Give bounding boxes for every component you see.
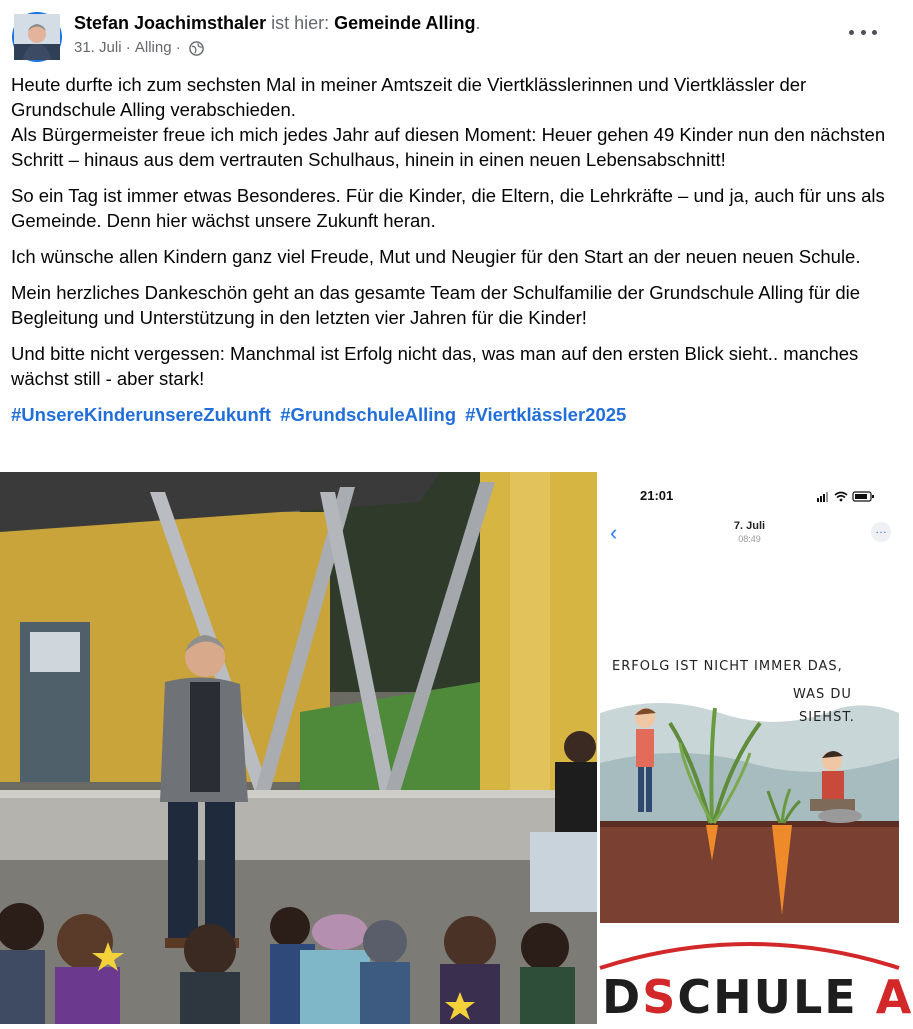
cartoon-caption-line-1: ERFOLG IST NICHT IMMER DAS, [612, 659, 843, 674]
signal-wifi-battery-icon [817, 490, 877, 502]
hashtag-list [11, 402, 891, 427]
avatar-image [14, 14, 60, 60]
meta-separator: · [125, 39, 131, 57]
post-place[interactable]: Alling [134, 39, 172, 57]
paragraph-text: Mein herzliches Dankeschön geht an das gesamte Team der Schulfamilie der Grundschule Alling für die Begleitung und Unterstützung in den letzten vier Jahren für die Kinder! [11, 282, 861, 328]
speaker-photo-illustration [0, 472, 597, 1024]
banner-red-letter: S [642, 970, 678, 1024]
cartoon-caption-line-3: SIEHST. [799, 710, 855, 725]
location-link[interactable]: Gemeinde Alling [334, 13, 476, 33]
status-time: 21:01 [640, 488, 674, 503]
author-line [74, 12, 481, 34]
chevron-left-icon[interactable]: ‹ [610, 520, 618, 545]
post-body [11, 72, 891, 438]
banner-word: CHULE [677, 970, 858, 1024]
post-paragraph [11, 341, 891, 391]
chat-time: 08:49 [738, 534, 761, 544]
cartoon-caption-line-2: WAS DU [793, 687, 852, 702]
chat-header [600, 516, 899, 556]
paragraph-text: Als Bürgermeister freue ich mich jedes Jahr auf diesen Moment: Heuer gehen 49 Kinder nun den nächsten Schritt – hinaus aus dem vertrauten Schulhaus, hinein in einen neuen Lebensabschnitt! [11, 124, 886, 170]
post-meta [74, 38, 204, 58]
banner-red-letter-end: A [875, 970, 913, 1024]
ellipsis-icon[interactable]: … [871, 522, 891, 542]
hashtag-link[interactable]: #Viertklässler2025 [465, 404, 627, 425]
banner-text [602, 970, 913, 1024]
post-date[interactable]: 31. Juli [74, 39, 122, 57]
author-avatar[interactable] [12, 12, 62, 62]
post-paragraph [11, 183, 891, 233]
location-period: . [475, 13, 481, 33]
author-name[interactable]: Stefan Joachimsthaler [74, 13, 267, 33]
banner-letter: D [602, 970, 643, 1024]
chat-date: 7. Juli [733, 520, 766, 532]
meta-separator-2: · [175, 39, 181, 57]
cartoon-image [600, 653, 899, 923]
post-paragraph [11, 72, 891, 122]
paragraph-text: Heute durfte ich zum sechsten Mal in meiner Amtszeit die Viertklässlerinnen und Viertklässler der Grundschule Alling verabschieden. [11, 74, 807, 120]
more-options-button[interactable] [849, 22, 877, 42]
paragraph-text: Ich wünsche allen Kindern ganz viel Freude, Mut und Neugier für den Start an der neuen neuen Schule. [11, 246, 861, 267]
post-photo-speaker[interactable] [0, 472, 597, 1024]
more-dot [861, 30, 866, 35]
paragraph-text: Und bitte nicht vergessen: Manchmal ist Erfolg nicht das, was man auf den ersten Blick sieht.. manches wächst still - aber stark! [11, 343, 859, 389]
post-header [0, 0, 899, 70]
more-dot [872, 30, 877, 35]
paragraph-text: So ein Tag ist immer etwas Besonderes. Für die Kinder, die Eltern, die Lehrkräfte – und ja, auch für uns als Gemeinde. Denn hier wächst unsere Zukunft heran. [11, 185, 885, 231]
cartoon-illustration [600, 653, 899, 923]
more-horizontal-icon [849, 30, 854, 35]
post-paragraph [11, 280, 891, 330]
hashtag-link[interactable]: #UnsereKinderunsereZukunft [11, 404, 272, 425]
hashtag-link[interactable]: #GrundschuleAlling [280, 404, 457, 425]
globe-icon[interactable] [189, 41, 204, 56]
school-banner [600, 930, 913, 1024]
post-paragraph [11, 122, 891, 172]
post-paragraph [11, 244, 891, 269]
phone-status-bar [600, 472, 899, 518]
post-photo-screenshot[interactable] [600, 472, 913, 1024]
is-here-label: ist hier: [271, 13, 330, 33]
